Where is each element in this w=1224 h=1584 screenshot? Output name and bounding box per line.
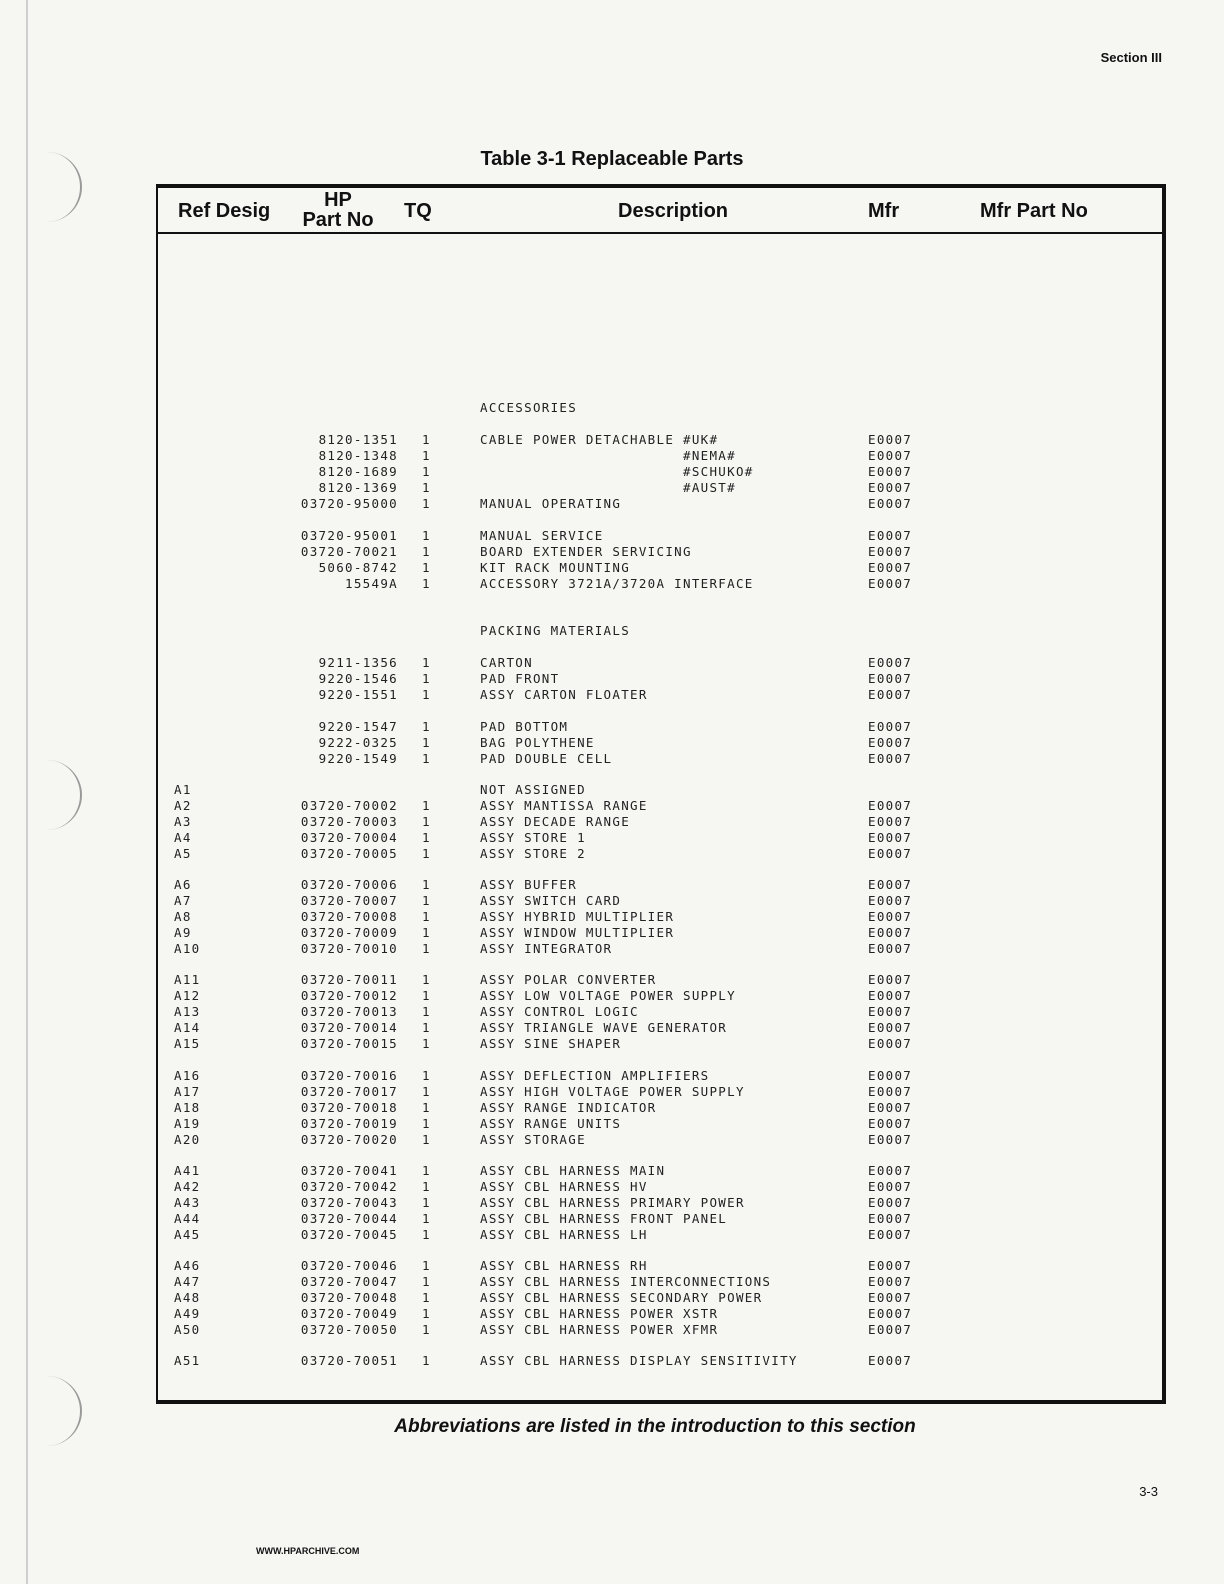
description-cell: ASSY CBL HARNESS RH (480, 1258, 648, 1273)
mfr-cell: E0007 (868, 1084, 913, 1099)
ref-desig-cell: A2 (174, 798, 192, 813)
description-cell: #SCHUKO# (480, 464, 754, 479)
table-row (158, 846, 1164, 862)
hp-part-no-cell: 03720-70016 (300, 1068, 398, 1083)
ref-desig-cell: A48 (174, 1290, 201, 1305)
table-row (158, 1306, 1164, 1322)
table-row (158, 480, 1164, 496)
hp-part-no-cell: 03720-70007 (300, 893, 398, 908)
tq-cell: 1 (422, 655, 431, 670)
tq-cell: 1 (422, 798, 431, 813)
page-number: 3-3 (1139, 1484, 1158, 1499)
mfr-cell: E0007 (868, 988, 913, 1003)
mfr-cell: E0007 (868, 1163, 913, 1178)
mfr-cell: E0007 (868, 1132, 913, 1147)
mfr-cell: E0007 (868, 1020, 913, 1035)
tq-cell: 1 (422, 972, 431, 987)
mfr-cell: E0007 (868, 830, 913, 845)
table-row (158, 1068, 1164, 1084)
hp-part-no-cell: 9220-1547 (318, 719, 398, 734)
ref-desig-cell: A6 (174, 877, 192, 892)
table-row (158, 1036, 1164, 1052)
table-row (158, 1132, 1164, 1148)
description-cell: CABLE POWER DETACHABLE #UK# (480, 432, 719, 447)
tq-cell: 1 (422, 909, 431, 924)
tq-cell: 1 (422, 496, 431, 511)
hp-part-no-cell: 03720-70004 (300, 830, 398, 845)
description-cell: ASSY HIGH VOLTAGE POWER SUPPLY (480, 1084, 745, 1099)
hp-part-no-cell: 03720-70044 (300, 1211, 398, 1226)
tq-cell: 1 (422, 1179, 431, 1194)
table-row (158, 1353, 1164, 1369)
table-row (158, 735, 1164, 751)
ref-desig-cell: A50 (174, 1322, 201, 1337)
ref-desig-cell: A19 (174, 1116, 201, 1131)
mfr-cell: E0007 (868, 925, 913, 940)
description-cell: ASSY RANGE UNITS (480, 1116, 622, 1131)
mfr-cell: E0007 (868, 655, 913, 670)
table-row (158, 1322, 1164, 1338)
tq-cell: 1 (422, 1004, 431, 1019)
hp-part-no-cell: 9220-1549 (318, 751, 398, 766)
tq-cell: 1 (422, 1274, 431, 1289)
mfr-cell: E0007 (868, 814, 913, 829)
mfr-cell: E0007 (868, 909, 913, 924)
hp-part-no-cell: 03720-70021 (300, 544, 398, 559)
tq-cell: 1 (422, 671, 431, 686)
table-row (158, 751, 1164, 767)
mfr-cell: E0007 (868, 972, 913, 987)
mfr-cell: E0007 (868, 1100, 913, 1115)
header-ref-desig: Ref Desig (178, 200, 271, 222)
hp-part-no-cell: 03720-70042 (300, 1179, 398, 1194)
description-cell: ASSY TRIANGLE WAVE GENERATOR (480, 1020, 728, 1035)
tq-cell: 1 (422, 1084, 431, 1099)
ref-desig-cell: A11 (174, 972, 201, 987)
mfr-cell: E0007 (868, 464, 913, 479)
replaceable-parts-table (156, 184, 1166, 1404)
punch-hole (44, 760, 82, 830)
table-row (158, 798, 1164, 814)
table-row (158, 925, 1164, 941)
mfr-cell: E0007 (868, 941, 913, 956)
mfr-cell: E0007 (868, 560, 913, 575)
table-row (158, 1163, 1164, 1179)
hp-part-no-cell: 5060-8742 (318, 560, 398, 575)
tq-cell: 1 (422, 1195, 431, 1210)
hp-part-no-cell: 9222-0325 (318, 735, 398, 750)
tq-cell: 1 (422, 1353, 431, 1368)
hp-part-no-cell: 03720-70012 (300, 988, 398, 1003)
mfr-cell: E0007 (868, 1116, 913, 1131)
source-mark: WWW.HPARCHIVE.COM (256, 1546, 360, 1556)
hp-part-no-cell: 03720-70018 (300, 1100, 398, 1115)
mfr-cell: E0007 (868, 1195, 913, 1210)
ref-desig-cell: A47 (174, 1274, 201, 1289)
tq-cell: 1 (422, 560, 431, 575)
tq-cell: 1 (422, 1227, 431, 1242)
hp-part-no-cell: 03720-70046 (300, 1258, 398, 1273)
description-cell: BAG POLYTHENE (480, 735, 595, 750)
hp-part-no-cell: 03720-70020 (300, 1132, 398, 1147)
hp-part-no-cell: 8120-1689 (318, 464, 398, 479)
hp-part-no-cell: 03720-70049 (300, 1306, 398, 1321)
ref-desig-cell: A44 (174, 1211, 201, 1226)
header-mfr-part-no: Mfr Part No (980, 200, 1088, 222)
tq-cell: 1 (422, 1116, 431, 1131)
table-row (158, 560, 1164, 576)
mfr-cell: E0007 (868, 496, 913, 511)
mfr-cell: E0007 (868, 480, 913, 495)
description-cell: ASSY SINE SHAPER (480, 1036, 622, 1051)
ref-desig-cell: A46 (174, 1258, 201, 1273)
table-row (158, 1195, 1164, 1211)
ref-desig-cell: A4 (174, 830, 192, 845)
ref-desig-cell: A41 (174, 1163, 201, 1178)
hp-part-no-cell: 03720-70041 (300, 1163, 398, 1178)
tq-cell: 1 (422, 925, 431, 940)
mfr-cell: E0007 (868, 687, 913, 702)
description-cell: PACKING MATERIALS (480, 623, 631, 638)
mfr-cell: E0007 (868, 1258, 913, 1273)
description-cell: ASSY CBL HARNESS POWER XSTR (480, 1306, 719, 1321)
description-cell: ASSY CBL HARNESS POWER XFMR (480, 1322, 719, 1337)
tq-cell: 1 (422, 893, 431, 908)
hp-part-no-cell: 8120-1351 (318, 432, 398, 447)
ref-desig-cell: A51 (174, 1353, 201, 1368)
table-row (158, 1211, 1164, 1227)
description-cell: ACCESSORY 3721A/3720A INTERFACE (480, 576, 754, 591)
table-row (158, 1004, 1164, 1020)
description-cell: ASSY DECADE RANGE (480, 814, 631, 829)
description-cell: ASSY CBL HARNESS PRIMARY POWER (480, 1195, 745, 1210)
hp-part-no-cell: 03720-70017 (300, 1084, 398, 1099)
tq-cell: 1 (422, 528, 431, 543)
table-row (158, 671, 1164, 687)
description-cell: ASSY INTEGRATOR (480, 941, 613, 956)
ref-desig-cell: A15 (174, 1036, 201, 1051)
table-row (158, 400, 1164, 416)
section-label: Section III (1100, 50, 1162, 65)
table-row (158, 496, 1164, 512)
ref-desig-cell: A8 (174, 909, 192, 924)
hp-part-no-cell: 9220-1551 (318, 687, 398, 702)
description-cell: ASSY STORE 2 (480, 846, 586, 861)
description-cell: ASSY MANTISSA RANGE (480, 798, 648, 813)
table-row (158, 1227, 1164, 1243)
table-row (158, 432, 1164, 448)
hp-part-no-cell: 03720-70008 (300, 909, 398, 924)
header-tq: TQ (404, 200, 432, 222)
tq-cell: 1 (422, 735, 431, 750)
hp-part-no-cell: 15549A (345, 576, 398, 591)
mfr-cell: E0007 (868, 1068, 913, 1083)
tq-cell: 1 (422, 1068, 431, 1083)
tq-cell: 1 (422, 1258, 431, 1273)
description-cell: ASSY LOW VOLTAGE POWER SUPPLY (480, 988, 736, 1003)
description-cell: ASSY WINDOW MULTIPLIER (480, 925, 675, 940)
header-description: Description (618, 200, 729, 222)
description-cell: ASSY CBL HARNESS HV (480, 1179, 648, 1194)
tq-cell: 1 (422, 1020, 431, 1035)
hp-part-no-cell: 03720-70002 (300, 798, 398, 813)
table-row (158, 719, 1164, 735)
tq-cell: 1 (422, 1163, 431, 1178)
table-row (158, 782, 1164, 798)
tq-cell: 1 (422, 1100, 431, 1115)
hp-part-no-cell: 03720-70010 (300, 941, 398, 956)
table-row (158, 814, 1164, 830)
tq-cell: 1 (422, 687, 431, 702)
mfr-cell: E0007 (868, 1036, 913, 1051)
tq-cell: 1 (422, 719, 431, 734)
header-hp-part-no-line1: HP (324, 189, 352, 211)
table-row (158, 1084, 1164, 1100)
ref-desig-cell: A12 (174, 988, 201, 1003)
hp-part-no-cell: 03720-70013 (300, 1004, 398, 1019)
hp-part-no-cell: 03720-70047 (300, 1274, 398, 1289)
mfr-cell: E0007 (868, 719, 913, 734)
tq-cell: 1 (422, 432, 431, 447)
table-row (158, 528, 1164, 544)
ref-desig-cell: A14 (174, 1020, 201, 1035)
mfr-cell: E0007 (868, 1306, 913, 1321)
tq-cell: 1 (422, 480, 431, 495)
table-row (158, 464, 1164, 480)
tq-cell: 1 (422, 544, 431, 559)
description-cell: ASSY BUFFER (480, 877, 578, 892)
table-body (158, 188, 1164, 1398)
description-cell: ASSY CBL HARNESS FRONT PANEL (480, 1211, 728, 1226)
tq-cell: 1 (422, 1306, 431, 1321)
ref-desig-cell: A10 (174, 941, 201, 956)
table-row (158, 988, 1164, 1004)
tq-cell: 1 (422, 1322, 431, 1337)
description-cell: KIT RACK MOUNTING (480, 560, 631, 575)
description-cell: PAD BOTTOM (480, 719, 569, 734)
table-row (158, 1274, 1164, 1290)
hp-part-no-cell: 03720-70051 (300, 1353, 398, 1368)
description-cell: ASSY CBL HARNESS DISPLAY SENSITIVITY (480, 1353, 798, 1368)
mfr-cell: E0007 (868, 544, 913, 559)
tq-cell: 1 (422, 448, 431, 463)
tq-cell: 1 (422, 830, 431, 845)
table-row (158, 830, 1164, 846)
hp-part-no-cell: 03720-70019 (300, 1116, 398, 1131)
mfr-cell: E0007 (868, 798, 913, 813)
ref-desig-cell: A7 (174, 893, 192, 908)
tq-cell: 1 (422, 814, 431, 829)
description-cell: ACCESSORIES (480, 400, 578, 415)
description-cell: ASSY DEFLECTION AMPLIFIERS (480, 1068, 710, 1083)
description-cell: #AUST# (480, 480, 736, 495)
description-cell: ASSY CBL HARNESS LH (480, 1227, 648, 1242)
table-row (158, 893, 1164, 909)
description-cell: ASSY CARTON FLOATER (480, 687, 648, 702)
table-row (158, 877, 1164, 893)
description-cell: MANUAL SERVICE (480, 528, 604, 543)
table-row (158, 687, 1164, 703)
mfr-cell: E0007 (868, 1353, 913, 1368)
ref-desig-cell: A49 (174, 1306, 201, 1321)
description-cell: ASSY CBL HARNESS MAIN (480, 1163, 666, 1178)
description-cell: ASSY POLAR CONVERTER (480, 972, 657, 987)
ref-desig-cell: A1 (174, 782, 192, 797)
description-cell: ASSY CONTROL LOGIC (480, 1004, 639, 1019)
hp-part-no-cell: 03720-95000 (300, 496, 398, 511)
tq-cell: 1 (422, 941, 431, 956)
description-cell: ASSY HYBRID MULTIPLIER (480, 909, 675, 924)
ref-desig-cell: A43 (174, 1195, 201, 1210)
description-cell: PAD FRONT (480, 671, 560, 686)
description-cell: PAD DOUBLE CELL (480, 751, 613, 766)
hp-part-no-cell: 03720-70009 (300, 925, 398, 940)
ref-desig-cell: A3 (174, 814, 192, 829)
mfr-cell: E0007 (868, 432, 913, 447)
mfr-cell: E0007 (868, 1290, 913, 1305)
hp-part-no-cell: 03720-70050 (300, 1322, 398, 1337)
ref-desig-cell: A9 (174, 925, 192, 940)
table-row (158, 1100, 1164, 1116)
table-title: Table 3-1 Replaceable Parts (480, 148, 744, 170)
hp-part-no-cell: 03720-70048 (300, 1290, 398, 1305)
hp-part-no-cell: 03720-70011 (300, 972, 398, 987)
mfr-cell: E0007 (868, 1274, 913, 1289)
tq-cell: 1 (422, 576, 431, 591)
table-row (158, 1258, 1164, 1274)
mfr-cell: E0007 (868, 1179, 913, 1194)
table-row (158, 909, 1164, 925)
description-cell: MANUAL OPERATING (480, 496, 622, 511)
table-row (158, 655, 1164, 671)
description-cell: BOARD EXTENDER SERVICING (480, 544, 692, 559)
binder-edge (26, 0, 28, 1584)
ref-desig-cell: A42 (174, 1179, 201, 1194)
mfr-cell: E0007 (868, 671, 913, 686)
mfr-cell: E0007 (868, 528, 913, 543)
tq-cell: 1 (422, 1211, 431, 1226)
description-cell: #NEMA# (480, 448, 736, 463)
hp-part-no-cell: 9220-1546 (318, 671, 398, 686)
ref-desig-cell: A16 (174, 1068, 201, 1083)
header-mfr: Mfr (868, 200, 900, 222)
mfr-cell: E0007 (868, 448, 913, 463)
tq-cell: 1 (422, 1290, 431, 1305)
table-row (158, 972, 1164, 988)
hp-part-no-cell: 03720-70045 (300, 1227, 398, 1242)
description-cell: ASSY STORE 1 (480, 830, 586, 845)
ref-desig-cell: A20 (174, 1132, 201, 1147)
table-row (158, 1179, 1164, 1195)
tq-cell: 1 (422, 846, 431, 861)
mfr-cell: E0007 (868, 735, 913, 750)
hp-part-no-cell: 03720-95001 (300, 528, 398, 543)
ref-desig-cell: A18 (174, 1100, 201, 1115)
mfr-cell: E0007 (868, 1004, 913, 1019)
ref-desig-cell: A5 (174, 846, 192, 861)
mfr-cell: E0007 (868, 1322, 913, 1337)
mfr-cell: E0007 (868, 846, 913, 861)
table-row (158, 1290, 1164, 1306)
mfr-cell: E0007 (868, 893, 913, 908)
table-row (158, 576, 1164, 592)
hp-part-no-cell: 03720-70015 (300, 1036, 398, 1051)
table-row (158, 1116, 1164, 1132)
ref-desig-cell: A17 (174, 1084, 201, 1099)
table-row (158, 544, 1164, 560)
table-row (158, 941, 1164, 957)
description-cell: ASSY CBL HARNESS INTERCONNECTIONS (480, 1274, 772, 1289)
tq-cell: 1 (422, 877, 431, 892)
description-cell: ASSY RANGE INDICATOR (480, 1100, 657, 1115)
ref-desig-cell: A13 (174, 1004, 201, 1019)
mfr-cell: E0007 (868, 1227, 913, 1242)
hp-part-no-cell: 8120-1369 (318, 480, 398, 495)
tq-cell: 1 (422, 1036, 431, 1051)
table-row (158, 1020, 1164, 1036)
description-cell: ASSY STORAGE (480, 1132, 586, 1147)
description-cell: ASSY CBL HARNESS SECONDARY POWER (480, 1290, 763, 1305)
hp-part-no-cell: 03720-70005 (300, 846, 398, 861)
tq-cell: 1 (422, 751, 431, 766)
mfr-cell: E0007 (868, 1211, 913, 1226)
hp-part-no-cell: 03720-70014 (300, 1020, 398, 1035)
hp-part-no-cell: 03720-70003 (300, 814, 398, 829)
mfr-cell: E0007 (868, 877, 913, 892)
tq-cell: 1 (422, 1132, 431, 1147)
hp-part-no-cell: 9211-1356 (318, 655, 398, 670)
ref-desig-cell: A45 (174, 1227, 201, 1242)
tq-cell: 1 (422, 464, 431, 479)
mfr-cell: E0007 (868, 576, 913, 591)
hp-part-no-cell: 03720-70006 (300, 877, 398, 892)
hp-part-no-cell: 03720-70043 (300, 1195, 398, 1210)
tq-cell: 1 (422, 988, 431, 1003)
header-hp-part-no-line2: Part No (302, 209, 374, 231)
description-cell: NOT ASSIGNED (480, 782, 586, 797)
description-cell: ASSY SWITCH CARD (480, 893, 622, 908)
table-row (158, 448, 1164, 464)
description-cell: CARTON (480, 655, 533, 670)
table-row (158, 623, 1164, 639)
footer-note: Abbreviations are listed in the introduction to this section (394, 1416, 916, 1437)
mfr-cell: E0007 (868, 751, 913, 766)
hp-part-no-cell: 8120-1348 (318, 448, 398, 463)
